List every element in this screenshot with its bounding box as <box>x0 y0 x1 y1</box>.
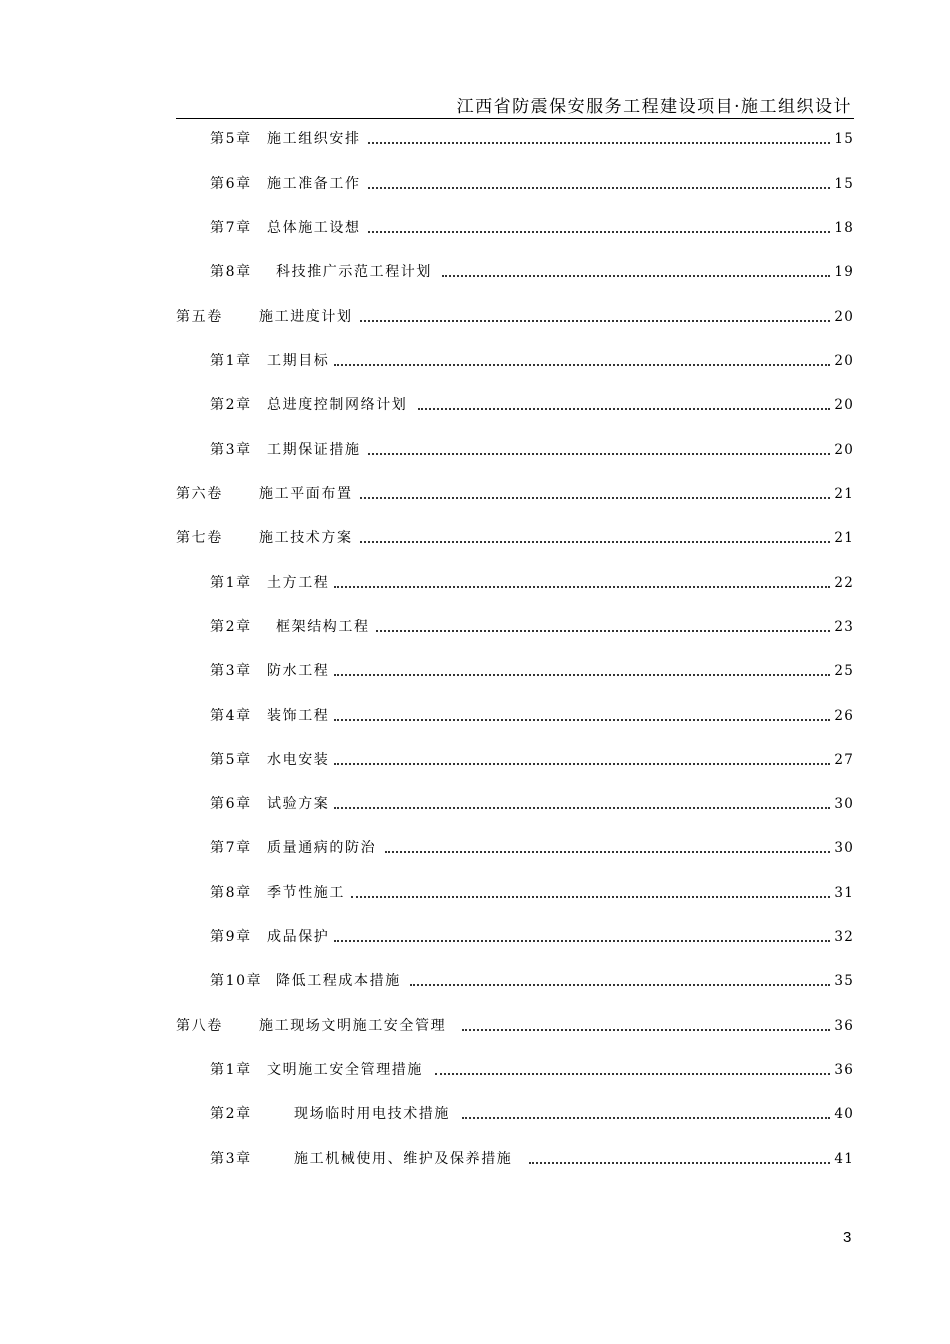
toc-entry-number: 第6章 <box>210 796 252 812</box>
toc-entry-number: 第1章 <box>210 353 252 369</box>
toc-entry-number: 第10章 <box>210 973 263 989</box>
toc-entry-number: 第1章 <box>210 575 252 591</box>
toc-dot-leader <box>462 1117 830 1119</box>
toc-entry-title: 水电安装 <box>267 752 330 768</box>
toc-entry-page: 20 <box>834 309 854 325</box>
toc-entry-page: 35 <box>834 973 854 989</box>
toc-entry-page: 15 <box>834 131 854 147</box>
toc-entry-number: 第1章 <box>210 1062 252 1078</box>
toc-entry-page: 41 <box>834 1151 854 1167</box>
toc-dot-leader <box>334 763 830 765</box>
toc-entry-page: 19 <box>834 264 854 280</box>
toc-dot-leader <box>334 364 830 366</box>
toc-entry-title: 文明施工安全管理措施 <box>267 1062 423 1078</box>
toc-entry[interactable] <box>0 261 950 283</box>
toc-entry[interactable] <box>0 970 950 992</box>
toc-entry-page: 30 <box>834 796 854 812</box>
toc-dot-leader <box>385 851 830 853</box>
toc-entry-page: 23 <box>834 619 854 635</box>
toc-entry-number: 第2章 <box>210 1106 252 1122</box>
toc-entry-number: 第5章 <box>210 752 252 768</box>
toc-entry-title: 装饰工程 <box>267 708 330 724</box>
toc-entry-title: 试验方案 <box>267 796 330 812</box>
toc-entry-title: 施工准备工作 <box>267 176 361 192</box>
toc-dot-leader <box>435 1073 830 1075</box>
toc-entry-number: 第五卷 <box>176 309 223 325</box>
toc-entry[interactable] <box>0 217 950 239</box>
toc-entry-title: 成品保护 <box>267 929 330 945</box>
toc-dot-leader <box>360 497 830 499</box>
toc-entry-title: 施工技术方案 <box>259 530 353 546</box>
toc-dot-leader <box>334 940 830 942</box>
toc-entry-title: 工期保证措施 <box>267 442 361 458</box>
toc-entry-title: 降低工程成本措施 <box>276 973 401 989</box>
toc-entry[interactable] <box>0 1148 950 1170</box>
toc-entry[interactable] <box>0 705 950 727</box>
toc-dot-leader <box>334 807 830 809</box>
toc-entry-title: 现场临时用电技术措施 <box>294 1106 450 1122</box>
toc-entry-page: 36 <box>834 1018 854 1034</box>
toc-entry-page: 20 <box>834 353 854 369</box>
toc-entry-page: 21 <box>834 530 854 546</box>
toc-dot-leader <box>368 187 830 189</box>
toc-entry-title: 框架结构工程 <box>276 619 370 635</box>
toc-dot-leader <box>360 541 830 543</box>
toc-entry-number: 第8章 <box>210 264 252 280</box>
toc-entry[interactable] <box>0 128 950 150</box>
toc-entry[interactable] <box>0 1103 950 1125</box>
toc-dot-leader <box>360 320 830 322</box>
toc-dot-leader <box>462 1029 830 1031</box>
toc-dot-leader <box>376 630 830 632</box>
toc-dot-leader <box>351 896 830 898</box>
toc-entry-number: 第8章 <box>210 885 252 901</box>
toc-dot-leader <box>418 408 830 410</box>
toc-entry-number: 第3章 <box>210 663 252 679</box>
toc-entry-title: 总体施工设想 <box>267 220 361 236</box>
toc-entry-page: 32 <box>834 929 854 945</box>
toc-dot-leader <box>334 674 830 676</box>
toc-dot-leader <box>410 984 830 986</box>
toc-entry-number: 第4章 <box>210 708 252 724</box>
toc-entry[interactable] <box>0 660 950 682</box>
header-title: 江西省防震保安服务工程建设项目·施工组织设计 <box>456 97 852 117</box>
toc-entry[interactable] <box>0 173 950 195</box>
toc-entry[interactable] <box>0 793 950 815</box>
toc-entry-page: 25 <box>834 663 854 679</box>
toc-entry-title: 工期目标 <box>267 353 330 369</box>
toc-entry-number: 第八卷 <box>176 1018 223 1034</box>
toc-entry-number: 第2章 <box>210 397 252 413</box>
toc-entry-page: 27 <box>834 752 854 768</box>
toc-entry[interactable] <box>0 749 950 771</box>
toc-entry-number: 第5章 <box>210 131 252 147</box>
toc-entry-page: 20 <box>834 397 854 413</box>
toc-entry-title: 季节性施工 <box>267 885 345 901</box>
toc-entry[interactable] <box>0 394 950 416</box>
toc-dot-leader <box>529 1162 830 1164</box>
toc-entry-title: 施工平面布置 <box>259 486 353 502</box>
toc-entry-page: 15 <box>834 176 854 192</box>
toc-entry-number: 第2章 <box>210 619 252 635</box>
page-number: 3 <box>843 1229 852 1246</box>
toc-entry-title: 施工现场文明施工安全管理 <box>259 1018 447 1034</box>
toc-dot-leader <box>442 275 830 277</box>
toc-entry-number: 第3章 <box>210 442 252 458</box>
toc-entry[interactable] <box>0 306 950 328</box>
toc-entry[interactable] <box>0 527 950 549</box>
toc-entry-page: 22 <box>834 575 854 591</box>
toc-entry-number: 第9章 <box>210 929 252 945</box>
toc-entry-title: 科技推广示范工程计划 <box>276 264 432 280</box>
toc-entry-title: 施工进度计划 <box>259 309 353 325</box>
toc-entry-title: 总进度控制网络计划 <box>267 397 408 413</box>
toc-entry-title: 施工组织安排 <box>267 131 361 147</box>
toc-entry[interactable] <box>0 350 950 372</box>
toc-dot-leader <box>368 142 830 144</box>
toc-entry[interactable] <box>0 882 950 904</box>
toc-entry[interactable] <box>0 837 950 859</box>
toc-dot-leader <box>368 453 830 455</box>
toc-entry[interactable] <box>0 572 950 594</box>
toc-entry-page: 30 <box>834 840 854 856</box>
toc-entry[interactable] <box>0 1059 950 1081</box>
toc-entry-title: 质量通病的防治 <box>267 840 377 856</box>
toc-dot-leader <box>368 231 830 233</box>
toc-entry[interactable] <box>0 483 950 505</box>
toc-entry-number: 第7章 <box>210 220 252 236</box>
toc-entry-page: 40 <box>834 1106 854 1122</box>
toc-entry[interactable] <box>0 926 950 948</box>
toc-entry-title: 防水工程 <box>267 663 330 679</box>
toc-entry-title: 土方工程 <box>267 575 330 591</box>
toc-entry-number: 第6章 <box>210 176 252 192</box>
toc-entry-number: 第7章 <box>210 840 252 856</box>
toc-entry-title: 施工机械使用、维护及保养措施 <box>294 1151 513 1167</box>
toc-entry-page: 21 <box>834 486 854 502</box>
toc-entry-number: 第六卷 <box>176 486 223 502</box>
toc-entry[interactable] <box>0 1015 950 1037</box>
toc-entry-page: 18 <box>834 220 854 236</box>
toc-entry-page: 31 <box>834 885 854 901</box>
toc-entry-number: 第3章 <box>210 1151 252 1167</box>
toc-entry[interactable] <box>0 616 950 638</box>
toc-dot-leader <box>334 719 830 721</box>
toc-entry-page: 20 <box>834 442 854 458</box>
toc-entry-page: 36 <box>834 1062 854 1078</box>
toc-entry-page: 26 <box>834 708 854 724</box>
toc-entry-number: 第七卷 <box>176 530 223 546</box>
toc-dot-leader <box>334 586 830 588</box>
toc-entry[interactable] <box>0 439 950 461</box>
